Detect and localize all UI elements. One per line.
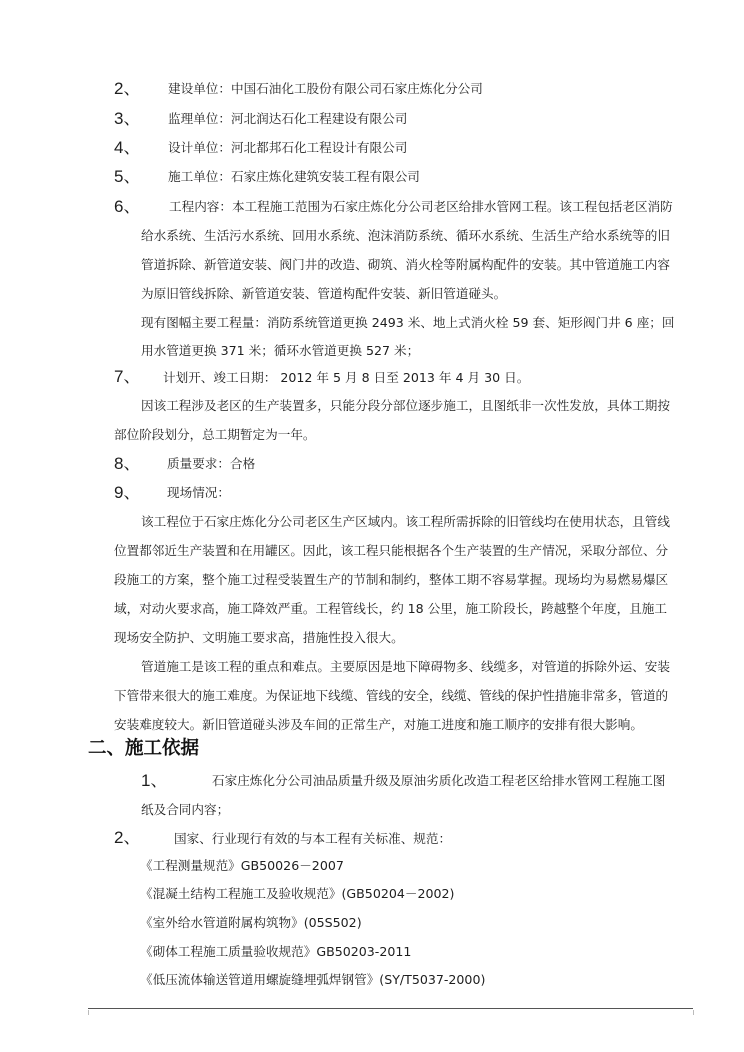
standard-item: 《工程测量规范》GB50026－2007	[140, 858, 344, 873]
item-text-line: 工程内容：本工程施工范围为石家庄炼化分公司老区给排水管网工程。该工程包括老区消防	[169, 199, 673, 214]
item-text: 监理单位：河北润达石化工程建设有限公司	[168, 111, 408, 126]
section-heading: 二、施工依据	[88, 738, 200, 759]
item-number: 5、	[114, 167, 141, 186]
site-para2-line: 管道施工是该工程的重点和难点。主要原因是地下障碍物多、线缆多，对管道的拆除外运、安装	[141, 659, 670, 674]
item-text-line: 纸及合同内容；	[141, 802, 230, 817]
item-text: 设计单位：河北都邦石化工程设计有限公司	[168, 140, 408, 155]
item-number: 6、	[114, 197, 141, 216]
item-text: 质量要求：合格	[167, 456, 256, 471]
item-number: 2、	[114, 828, 141, 847]
item-number: 8、	[114, 454, 141, 473]
quantities-line: 现有图幅主要工程量：消防系统管道更换 2493 米、地上式消火栓 59 套、矩形阀门井 6 座；回	[141, 315, 675, 330]
item-text: 现场情况：	[167, 485, 230, 500]
item-number: 4、	[114, 138, 141, 157]
item-number: 1、	[141, 771, 168, 790]
schedule-note-line: 因该工程涉及老区的生产装置多，只能分段分部位逐步施工，且图纸非一次性发放，具体工期按	[141, 398, 670, 413]
item-text: 施工单位：石家庄炼化建筑安装工程有限公司	[168, 169, 420, 184]
item-number: 2、	[114, 79, 141, 98]
quantities-line: 用水管道更换 371 米；循环水管道更换 527 米；	[141, 343, 420, 358]
standard-item: 《低压流体输送管道用螺旋缝埋弧焊钢管》(SY/T5037-2000)	[140, 972, 486, 987]
item-number: 9、	[114, 483, 141, 502]
margin-corner-mark	[688, 1010, 694, 1015]
item-text-line: 为原旧管线拆除、新管道安装、管道构配件安装、新旧管道碰头。	[141, 286, 507, 301]
margin-corner-mark	[88, 1010, 94, 1015]
standard-item: 《混凝土结构工程施工及验收规范》(GB50204－2002)	[140, 886, 455, 901]
item-text-line: 石家庄炼化分公司油品质量升级及原油劣质化改造工程老区给排水管网工程施工图	[212, 773, 666, 788]
site-para1-line: 现场安全防护、文明施工要求高，措施性投入很大。	[114, 630, 404, 645]
site-para1-line: 段施工的方案，整个施工过程受装置生产的节制和制约，整体工期不容易掌握。现场均为易燃易爆区	[114, 572, 669, 587]
item-text-line: 管道拆除、新管道安装、阀门井的改造、砌筑、消火栓等附属构配件的安装。其中管道施工内容	[141, 257, 670, 272]
site-para1-line: 位置都邻近生产装置和在用罐区。因此，该工程只能根据各个生产装置的生产情况，采取分部位、分	[114, 543, 669, 558]
item-text: 建设单位：中国石油化工股份有限公司石家庄炼化分公司	[168, 81, 483, 96]
standard-item: 《砌体工程施工质量验收规范》GB50203-2011	[140, 944, 412, 959]
item-number: 7、	[114, 367, 141, 386]
schedule-note-line: 部位阶段划分，总工期暂定为一年。	[114, 427, 316, 442]
standard-item: 《室外给水管道附属构筑物》(05S502)	[140, 915, 362, 930]
site-para1-line: 域，对动火要求高，施工降效严重。工程管线长，约 18 公里，施工阶段长，跨越整个年度，且施工	[114, 601, 667, 616]
item-number: 3、	[114, 109, 141, 128]
site-para2-line: 下管带来很大的施工难度。为保证地下线缆、管线的安全，线缆、管线的保护性措施非常多，管道的	[114, 688, 669, 703]
item-text: 国家、行业现行有效的与本工程有关标准、规范：	[174, 831, 452, 846]
footer-divider	[88, 1008, 693, 1009]
schedule-text: 计划开、竣工日期： 2012 年 5 月 8 日至 2013 年 4 月 30 日。	[163, 370, 530, 385]
site-para2-line: 安装难度较大。新旧管道碰头涉及车间的正常生产，对施工进度和施工顺序的安排有很大影响。	[114, 717, 643, 732]
item-text-line: 给水系统、生活污水系统、回用水系统、泡沫消防系统、循环水系统、生活生产给水系统等的旧	[141, 228, 670, 243]
site-para1-line: 该工程位于石家庄炼化分公司老区生产区域内。该工程所需拆除的旧管线均在使用状态，且管线	[141, 514, 670, 529]
